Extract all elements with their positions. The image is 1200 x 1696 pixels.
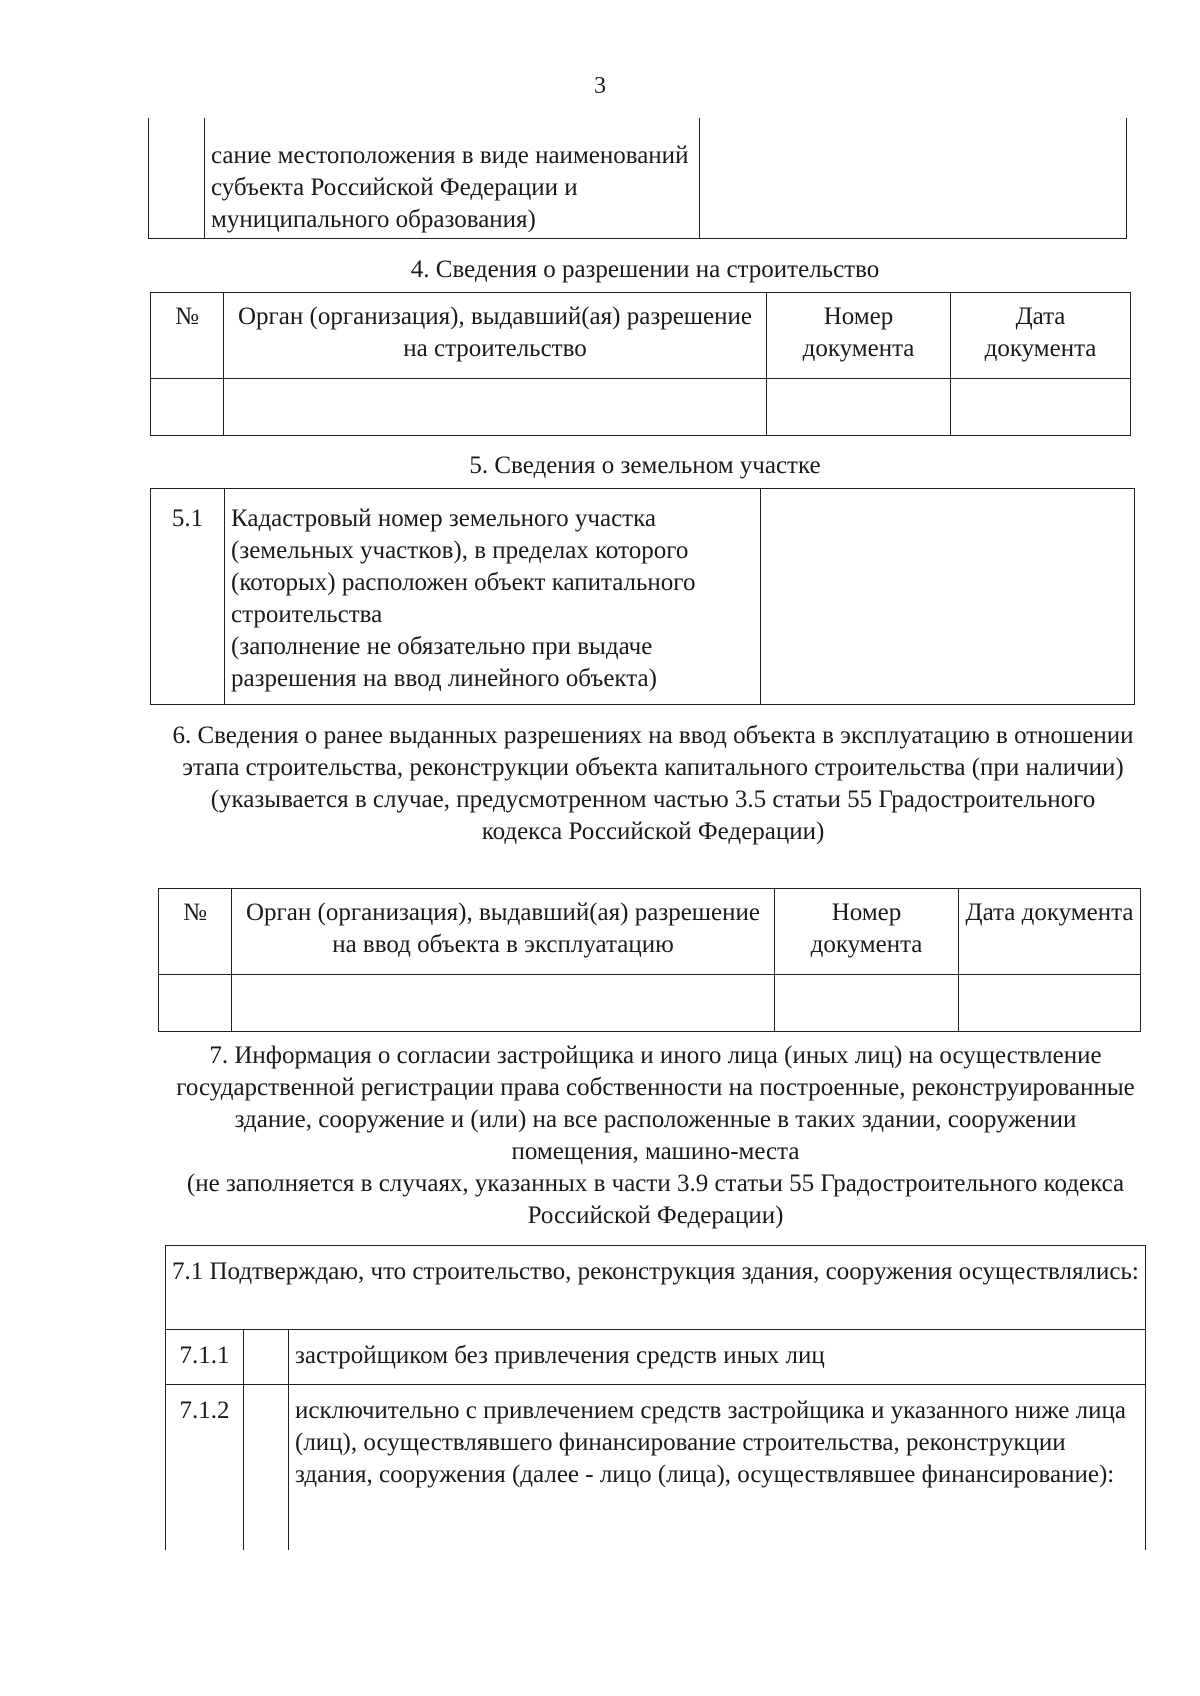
land-plot-label: Кадастровый номер земельного участка (земельных участков), в пределах которого (которых) расположен объект капитального строительства <box>231 505 696 628</box>
permit-header-doc-date: Дата документа <box>951 293 1131 379</box>
section6-heading-note: (указывается в случае, предусмотренном частью 3.5 статьи 55 Градостроительного кодекса Российской Федерации) <box>210 786 1096 845</box>
prior-permits-table <box>158 888 1141 1032</box>
prev-table-num-cell <box>149 118 205 239</box>
consent-row-text: застройщиком без привлечения средств иных лиц <box>289 1330 1146 1385</box>
consent-row-num: 7.1.1 <box>166 1330 244 1385</box>
permit-cell-num[interactable] <box>151 379 224 436</box>
section5-heading: 5. Сведения о земельном участке <box>469 452 821 479</box>
land-plot-label-cell <box>225 489 761 705</box>
prior-permits-header-num: № <box>159 889 232 975</box>
section6-heading <box>168 720 1138 848</box>
prior-permits-header-doc-date: Дата документа <box>959 889 1141 975</box>
prior-permits-cell-org[interactable] <box>232 975 775 1032</box>
prev-table-continuation <box>148 118 1127 239</box>
consent-checkbox-7-1-1[interactable] <box>244 1330 289 1385</box>
prior-permits-cell-doc-date[interactable] <box>959 975 1141 1032</box>
section7-heading <box>168 1040 1143 1232</box>
land-plot-value-cell[interactable] <box>761 489 1135 705</box>
page-number: 3 <box>594 73 606 99</box>
consent-checkbox-7-1-2[interactable] <box>244 1385 289 1551</box>
permit-cell-org[interactable] <box>224 379 767 436</box>
section6-heading-title: 6. Сведения о ранее выданных разрешениях на ввод объекта в эксплуатацию в отношении этапа строительства, реконструкции объекта капитального строительства (при наличии) <box>172 722 1134 781</box>
consent-table <box>165 1245 1146 1550</box>
prior-permits-header-doc-number: Номер документа <box>775 889 959 975</box>
consent-row-num: 7.1.2 <box>166 1385 244 1551</box>
consent-intro: 7.1 Подтверждаю, что строительство, реконструкция здания, сооружения осуществлялись: <box>166 1246 1146 1330</box>
section7-heading-note: (не заполняется в случаях, указанных в части 3.9 статьи 55 Градостроительного кодекса Российской Федерации) <box>186 1170 1125 1229</box>
permit-header-org: Орган (организация), выдавший(ая) разрешение на строительство <box>224 293 767 379</box>
land-plot-row-num: 5.1 <box>151 489 225 705</box>
permit-cell-doc-date[interactable] <box>951 379 1131 436</box>
prior-permits-cell-doc-number[interactable] <box>775 975 959 1032</box>
consent-row-text: исключительно с привлечением средств застройщика и указанного ниже лица (лиц), осуществлявшего финансирование строительства, реконструкции здания, сооружения (далее - лицо (лица), осуществлявшее финансирование): <box>289 1385 1146 1551</box>
prev-table-text: сание местоположения в виде наименований субъекта Российской Федерации и муниципального образования) <box>211 142 689 233</box>
prev-table-value-cell <box>700 118 1127 239</box>
prev-table-text-cell <box>205 118 700 239</box>
permit-cell-doc-number[interactable] <box>767 379 951 436</box>
permit-table <box>150 292 1131 436</box>
section7-heading-title: 7. Информация о согласии застройщика и иного лица (иных лиц) на осуществление государственной регистрации права собственности на построенные, реконструированные здание, сооружение и (или) на все расположенные в таких здании, сооружении помещения, машино-места <box>176 1042 1135 1165</box>
section4-heading: 4. Сведения о разрешении на строительство <box>410 256 880 283</box>
land-plot-note: (заполнение не обязательно при выдаче разрешения на ввод линейного объекта) <box>231 633 657 692</box>
permit-header-num: № <box>151 293 224 379</box>
land-plot-table <box>150 488 1135 705</box>
prior-permits-header-org: Орган (организация), выдавший(ая) разрешение на ввод объекта в эксплуатацию <box>232 889 775 975</box>
prior-permits-cell-num[interactable] <box>159 975 232 1032</box>
permit-header-doc-number: Номер документа <box>767 293 951 379</box>
